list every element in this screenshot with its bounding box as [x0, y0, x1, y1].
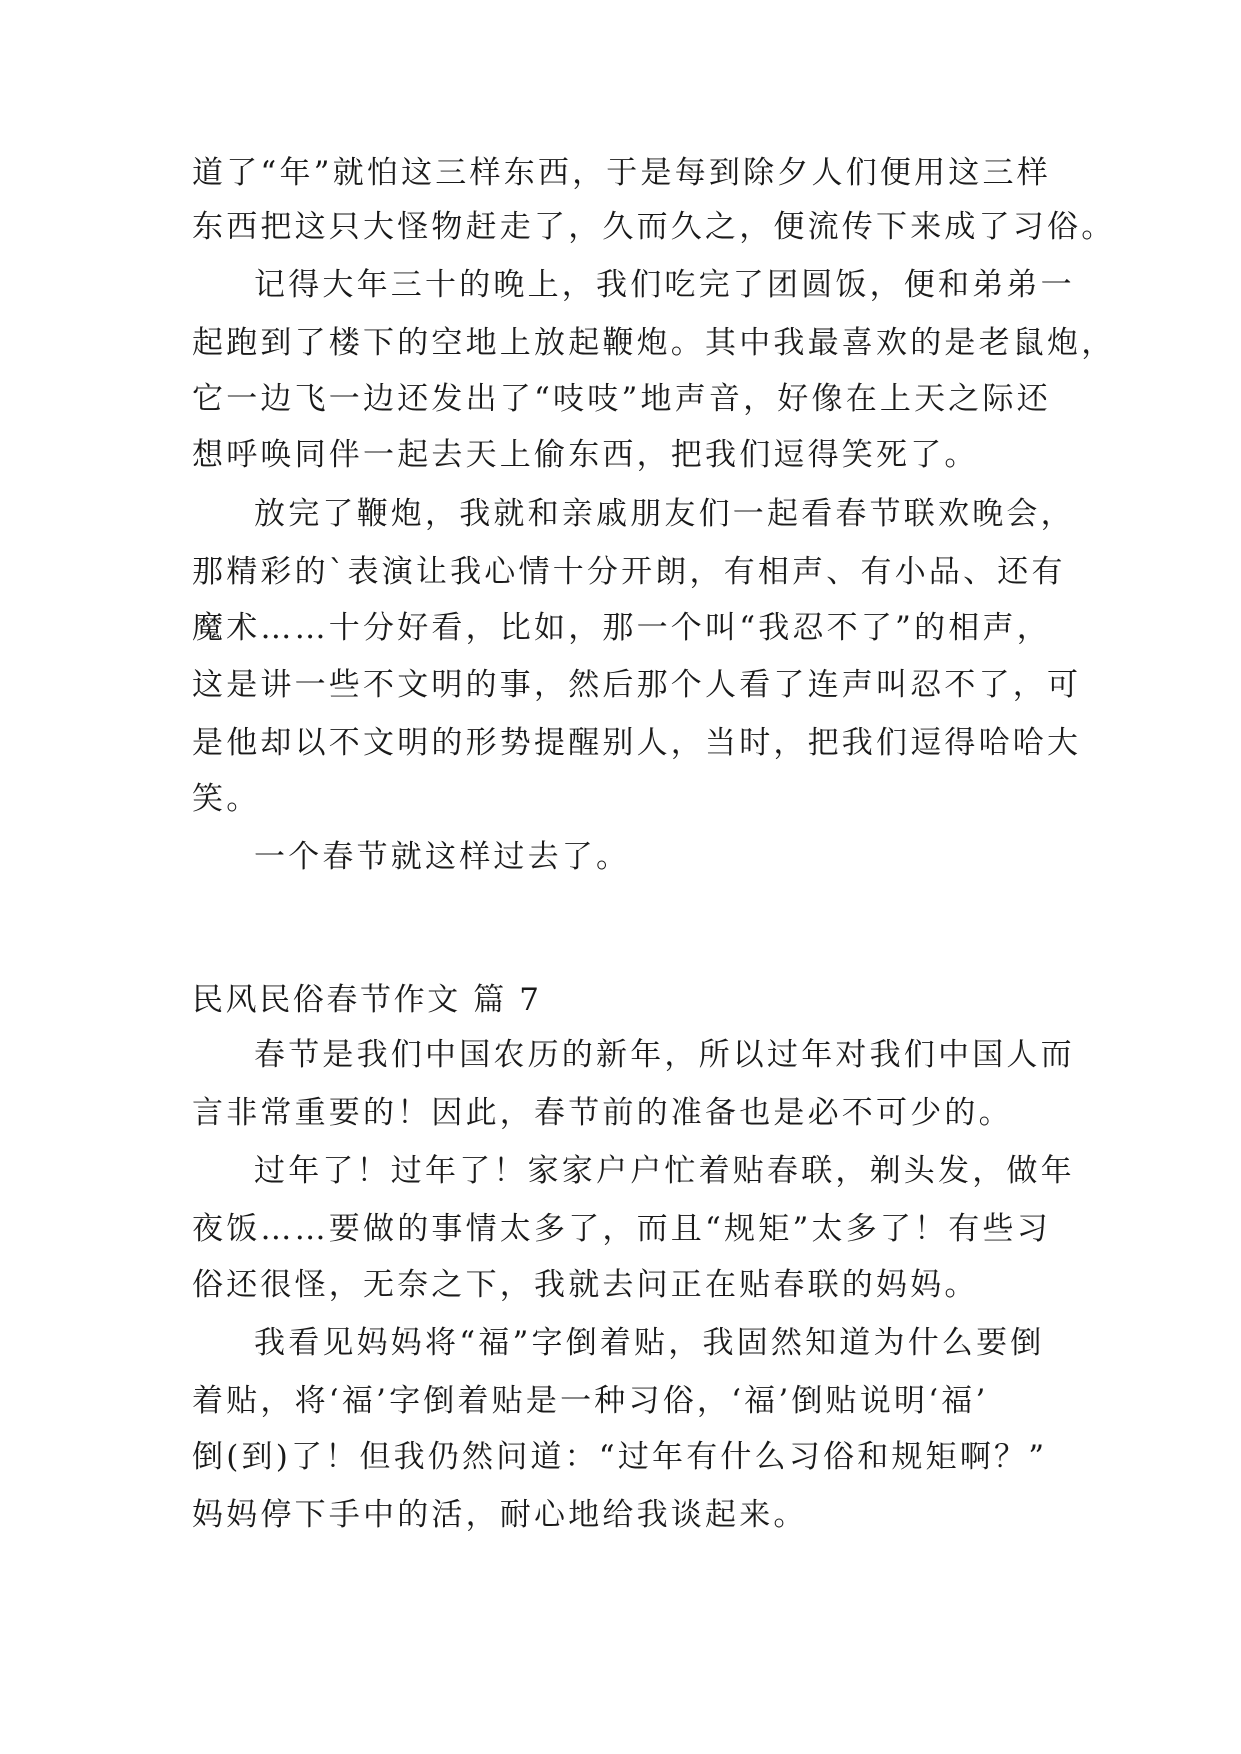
paragraph-line: 倒(到)了！但我仍然问道：“过年有什么习俗和规矩啊？”: [192, 1439, 1048, 1475]
paragraph-line: 言非常重要的！因此，春节前的准备也是必不可少的。: [192, 1095, 1013, 1131]
paragraph-line: 笑。: [192, 781, 261, 817]
paragraph-line: 这是讲一些不文明的事，然后那个人看了连声叫忍不了，可: [192, 667, 1082, 703]
paragraph-line: 魔术……十分好看，比如，那一个叫“我忍不了”的相声，: [192, 610, 1051, 646]
paragraph-line: 起跑到了楼下的空地上放起鞭炮。其中我最喜欢的是老鼠炮，: [192, 325, 1116, 361]
paragraph-line: 夜饭……要做的事情太多了，而且“规矩”太多了！有些习: [192, 1211, 1051, 1247]
paragraph-line: 春节是我们中国农历的新年，所以过年对我们中国人而: [254, 1037, 1075, 1073]
paragraph-line: 我看见妈妈将“福”字倒着贴，我固然知道为什么要倒: [254, 1325, 1045, 1361]
paragraph-line: 妈妈停下手中的活，耐心地给我谈起来。: [192, 1497, 808, 1533]
paragraph-line: 是他却以不文明的形势提醒别人，当时，把我们逗得哈哈大: [192, 725, 1082, 761]
paragraph-line: 过年了！过年了！家家户户忙着贴春联，剃头发，做年: [254, 1153, 1075, 1189]
paragraph-line: 着贴，将‘福’字倒着贴是一种习俗，‘福’倒贴说明‘福’: [192, 1383, 989, 1419]
paragraph-line: 一个春节就这样过去了。: [254, 839, 631, 875]
essay-title: 民风民俗春节作文 篇 7: [192, 982, 542, 1018]
paragraph-line: 道了“年”就怕这三样东西，于是每到除夕人们便用这三样: [192, 155, 1051, 191]
paragraph-line: 东西把这只大怪物赶走了，久而久之，便流传下来成了习俗。: [192, 209, 1116, 245]
paragraph-line: 它一边飞一边还发出了“吱吱”地声音，好像在上天之际还: [192, 381, 1051, 417]
paragraph-line: 想呼唤同伴一起去天上偷东西，把我们逗得笑死了。: [192, 437, 979, 473]
paragraph-line: 俗还很怪，无奈之下，我就去问正在贴春联的妈妈。: [192, 1267, 979, 1303]
paragraph-line: 那精彩的`表演让我心情十分开朗，有相声、有小品、还有: [192, 554, 1066, 590]
paragraph-line: 放完了鞭炮，我就和亲戚朋友们一起看春节联欢晚会，: [254, 496, 1075, 532]
paragraph-line: 记得大年三十的晚上，我们吃完了团圆饭，便和弟弟一: [254, 267, 1075, 303]
